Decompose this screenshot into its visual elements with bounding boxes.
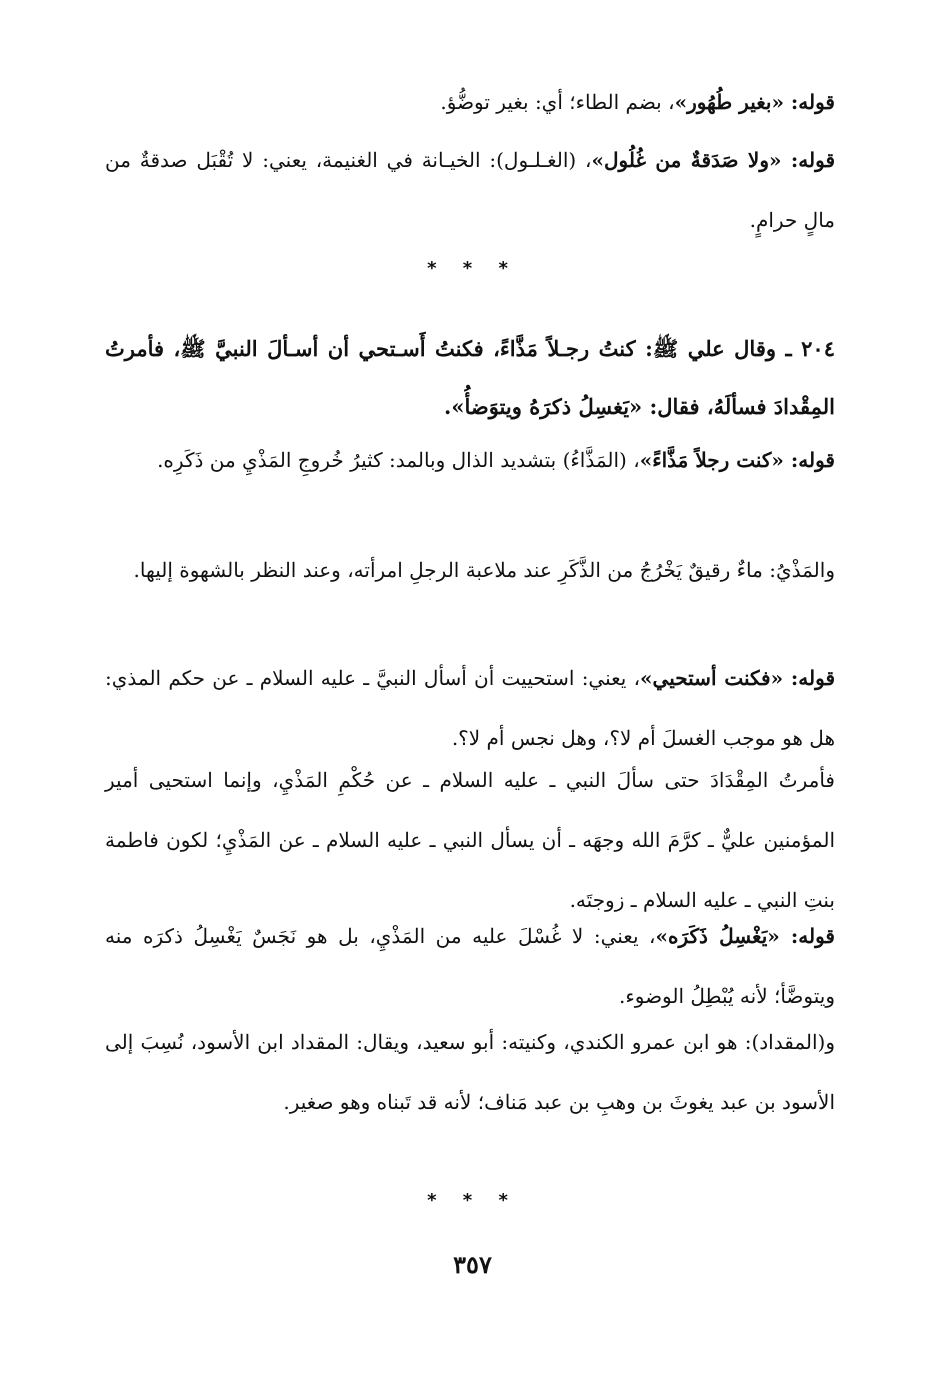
paragraph-2 (105, 130, 835, 250)
page-number: ٣٥٧ (453, 1250, 492, 1279)
paragraph-2-text: ، (الغـلـول): الخيـانة في الغنيمة، يعني: لا تُقْبَل صدقةٌ من مالٍ حرامٍ. (105, 148, 835, 232)
paragraph-1-text: ، بضم الطاء؛ أي: بغير توضُّؤ. (440, 90, 675, 114)
paragraph-8-text: و(المقداد): هو ابن عمرو الكندي، وكنيته: أبو سعيد، ويقال: المقداد ابن الأسود، نُسِبَ إلى الأسود بن عبد يغوثَ بن وهبِ بن عبد مَناف؛ لأنه قد تَبناه وهو صغير. (105, 1030, 835, 1114)
paragraph-5-lead: قوله: «فكنت أستحيي» (640, 666, 836, 690)
paragraph-1-lead: قوله: «بغير طُهُور» (674, 90, 835, 114)
paragraph-6 (105, 750, 835, 930)
paragraph-7-text: ، يعني: لا غُسْلَ عليه من المَذْيِ، بل هو نَجَسٌ يَغْسِلُ ذكرَه منه ويتوضَّأ؛ لأنه يُبْطِلُ الوضوء. (105, 924, 835, 1008)
paragraph-8 (105, 1012, 835, 1132)
paragraph-7 (105, 906, 835, 1026)
paragraph-5-text: ، يعني: استحييت أن أسأل النبيَّ ـ عليه السلام ـ عن حكم المذي: هل هو موجب الغسلَ أم لا؟، وهل نجس أم لا؟. (105, 666, 835, 750)
section-separator-1: * * * (427, 258, 518, 279)
paragraph-6-text: فأمرتُ المِقْدَادَ حتى سألَ النبي ـ عليه السلام ـ عن حُكْمِ المَذْيِ، وإنما استحيى أمير المؤمنين عليٌّ ـ كرَّمَ الله وجهَه ـ أن يسأل النبي ـ عليه السلام ـ عن المَذْيِ؛ لكون فاطمة بنتِ النبي ـ عليه السلام ـ زوجتَه. (105, 768, 835, 912)
paragraph-7-lead: قوله: «يَغْسِلُ ذَكَرَه» (655, 924, 835, 948)
section-separator-2: * * * (427, 1190, 518, 1211)
paragraph-2-lead: قوله: «ولا صَدَقةٌ من غُلُول» (591, 148, 836, 172)
paragraph-4 (105, 540, 835, 600)
paragraph-1 (105, 72, 835, 132)
paragraph-3-text: ، (المَذَّاءُ) بتشديد الذال وبالمد: كثيرُ خُروجِ المَذْيِ من ذَكَرِه. (157, 448, 640, 472)
paragraph-3-lead: قوله: «كنت رجلاً مَذَّاءً» (639, 448, 835, 472)
paragraph-3 (105, 430, 835, 490)
hadith-204: ٢٠٤ ـ وقال علي ﷺ: كنتُ رجـلاً مَذَّاءً، فكنتُ أَسـتحي أن أسـألَ النبيَّ ﷺ، فأمرتُ المِقْدادَ فسألَهُ، فقال: «يَغسِلُ ذكرَهُ ويتوَضأُ». (105, 336, 835, 419)
paragraph-4-text: والمَذْيُ: ماءٌ رقيقٌ يَخْرُجُ من الذَّكَرِ عند ملاعبة الرجلِ امرأته، وعند النظر بالشهوة إليها. (133, 558, 835, 582)
